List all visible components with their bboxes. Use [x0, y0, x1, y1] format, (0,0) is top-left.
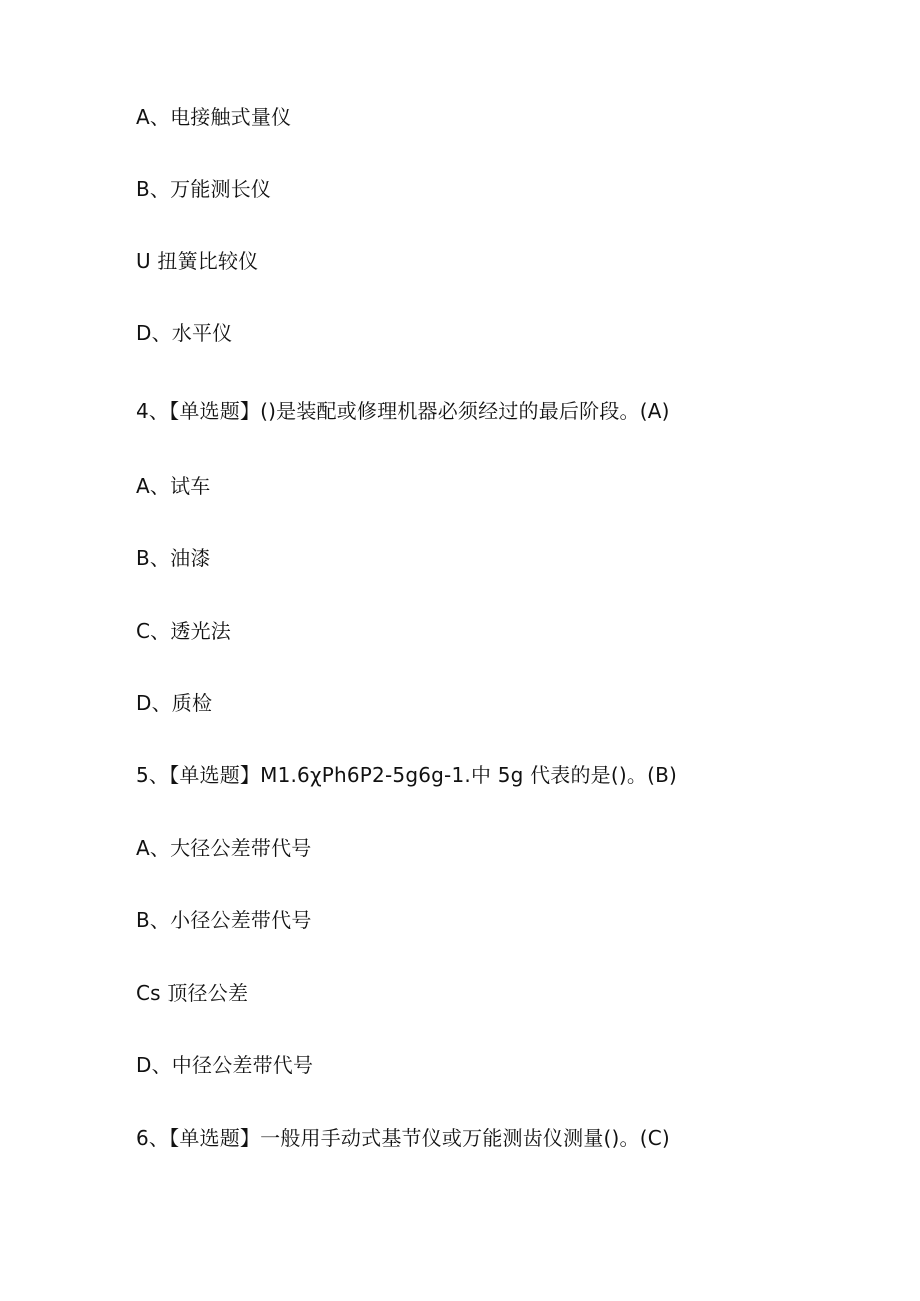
option-c-text: Cs 顶径公差	[136, 981, 249, 1005]
option-b-text: B、万能测长仪	[136, 177, 272, 201]
question-4-text: 4、【单选题】()是装配或修理机器必须经过的最后阶段。(A)	[136, 399, 670, 423]
option-a-text: A、电接触式量仪	[136, 105, 292, 129]
option-d-text: D、水平仪	[136, 321, 233, 345]
option-a-text: A、大径公差带代号	[136, 836, 312, 860]
option-a-text: A、试车	[136, 474, 211, 498]
question-5-text: 5、【单选题】M1.6χPh6P2-5g6g-1.中 5g 代表的是()。(B)	[136, 763, 678, 787]
option-d-text: D、中径公差带代号	[136, 1053, 314, 1077]
option-b-text: B、小径公差带代号	[136, 908, 312, 932]
option-d-text: D、质检	[136, 691, 213, 715]
option-c-text: C、透光法	[136, 619, 231, 643]
question-6-text: 6、【单选题】一般用手动式基节仪或万能测齿仪测量()。(C)	[136, 1126, 670, 1150]
option-c-text: U 扭簧比较仪	[136, 249, 259, 273]
option-b-text: B、油漆	[136, 546, 211, 570]
